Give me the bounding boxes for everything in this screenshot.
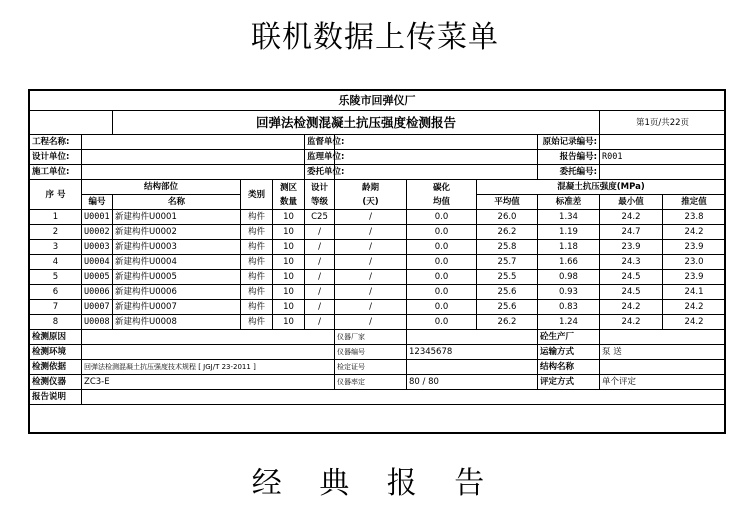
header-zones-line2: 数量	[279, 196, 297, 207]
info-label-1: 施工单位:	[30, 165, 82, 180]
footer-value-2: 80 / 80	[407, 375, 538, 390]
table-row	[30, 225, 726, 240]
header-std: 标准差	[538, 195, 600, 210]
cell-min: 24.3	[600, 255, 663, 270]
info-label-2: 监理单位:	[305, 150, 335, 165]
cell-name: 新建构件U0007	[113, 300, 241, 315]
cell-est: 24.2	[663, 300, 726, 315]
page-title: 联机数据上传菜单	[251, 20, 499, 55]
cell-zones: 10	[273, 225, 305, 240]
header-carbon	[407, 180, 477, 210]
footer-label-3: 结构名称	[538, 360, 600, 375]
cell-grade: /	[305, 270, 335, 285]
cell-grade: /	[305, 315, 335, 330]
footer-value-2	[407, 330, 538, 345]
cell-category: 构件	[241, 240, 273, 255]
header-grade-line1: 设计	[310, 182, 328, 193]
cell-seq: 7	[30, 300, 82, 315]
cell-avg: 25.6	[477, 285, 538, 300]
cell-name: 新建构件U0006	[113, 285, 241, 300]
cell-std: 0.83	[538, 300, 600, 315]
cell-std: 1.24	[538, 315, 600, 330]
cell-grade: /	[305, 285, 335, 300]
footer-value-1: 回弹法检测混凝土抗压强度技术规程 [ JGJ/T 23-2011 ]	[82, 360, 335, 375]
cell-min: 24.5	[600, 270, 663, 285]
cell-category: 构件	[241, 270, 273, 285]
footer-value-1	[82, 330, 335, 345]
table-row	[30, 270, 726, 285]
info-value-3: R001	[600, 150, 726, 165]
cell-grade: C25	[305, 210, 335, 225]
header-strength: 混凝土抗压强度(MPa)	[477, 180, 726, 195]
header-age-line1: 龄期	[361, 182, 379, 193]
cell-est: 24.2	[663, 315, 726, 330]
cell-min: 24.7	[600, 225, 663, 240]
cell-avg: 26.2	[477, 315, 538, 330]
info-value-3	[600, 135, 726, 150]
header-zones	[273, 180, 305, 210]
cell-avg: 26.0	[477, 210, 538, 225]
title-spacer	[30, 111, 113, 135]
company-name: 乐陵市回弹仪厂	[30, 91, 724, 111]
footer-label-1: 检测环境	[30, 345, 82, 360]
info-label-3: 委托编号:	[538, 165, 600, 180]
info-value-2	[335, 150, 538, 165]
cell-min: 23.9	[600, 240, 663, 255]
cell-code: U0007	[82, 300, 113, 315]
notes-value	[82, 390, 726, 405]
cell-grade: /	[305, 255, 335, 270]
cell-min: 24.2	[600, 300, 663, 315]
cell-category: 构件	[241, 285, 273, 300]
cell-avg: 26.2	[477, 225, 538, 240]
header-part: 结构部位	[82, 180, 241, 195]
cell-carbon: 0.0	[407, 315, 477, 330]
table-row	[30, 255, 726, 270]
cell-age: /	[335, 300, 407, 315]
cell-code: U0006	[82, 285, 113, 300]
cell-avg: 25.5	[477, 270, 538, 285]
info-value-1	[82, 135, 305, 150]
header-grade-line2: 等级	[310, 196, 328, 207]
cell-zones: 10	[273, 210, 305, 225]
info-value-2	[335, 135, 538, 150]
cell-est: 24.2	[663, 225, 726, 240]
cell-name: 新建构件U0008	[113, 315, 241, 330]
header-name: 名称	[113, 195, 241, 210]
cell-name: 新建构件U0005	[113, 270, 241, 285]
info-value-1	[82, 150, 305, 165]
footer-label-2: 仪器编号	[335, 345, 407, 360]
footer-value-3: 泵 送	[600, 345, 726, 360]
cell-carbon: 0.0	[407, 210, 477, 225]
cell-category: 构件	[241, 300, 273, 315]
cell-code: U0005	[82, 270, 113, 285]
footer-label-3: 评定方式	[538, 375, 600, 390]
header-grade	[305, 180, 335, 210]
cell-carbon: 0.0	[407, 255, 477, 270]
cell-code: U0008	[82, 315, 113, 330]
cell-std: 0.98	[538, 270, 600, 285]
cell-category: 构件	[241, 210, 273, 225]
cell-std: 1.18	[538, 240, 600, 255]
cell-category: 构件	[241, 255, 273, 270]
footer-title: 经 典 报 告	[251, 466, 499, 501]
cell-code: U0004	[82, 255, 113, 270]
footer-label-1: 检测原因	[30, 330, 82, 345]
table-row	[30, 300, 726, 315]
footer-label-3: 运输方式	[538, 345, 600, 360]
footer-label-2: 仪器率定	[335, 375, 407, 390]
table-row	[30, 240, 726, 255]
footer-value-3	[600, 330, 726, 345]
table-row	[30, 285, 726, 300]
cell-category: 构件	[241, 225, 273, 240]
cell-seq: 8	[30, 315, 82, 330]
cell-grade: /	[305, 225, 335, 240]
cell-seq: 1	[30, 210, 82, 225]
footer-value-3: 单个评定	[600, 375, 726, 390]
footer-value-1: ZC3-E	[82, 375, 335, 390]
cell-min: 24.5	[600, 285, 663, 300]
cell-zones: 10	[273, 315, 305, 330]
cell-carbon: 0.0	[407, 225, 477, 240]
footer-label-1: 检测依据	[30, 360, 82, 375]
header-zones-line1: 测区	[279, 182, 297, 193]
footer-label-2: 检定证号	[335, 360, 407, 375]
cell-age: /	[335, 210, 407, 225]
cell-carbon: 0.0	[407, 285, 477, 300]
info-label-1: 设计单位:	[30, 150, 82, 165]
notes-label: 报告说明	[30, 390, 82, 405]
cell-age: /	[335, 225, 407, 240]
cell-est: 23.9	[663, 270, 726, 285]
cell-zones: 10	[273, 240, 305, 255]
cell-code: U0002	[82, 225, 113, 240]
report-title: 回弹法检测混凝土抗压强度检测报告	[113, 111, 600, 135]
cell-zones: 10	[273, 300, 305, 315]
info-value-2	[335, 165, 538, 180]
cell-carbon: 0.0	[407, 240, 477, 255]
cell-category: 构件	[241, 315, 273, 330]
cell-std: 1.66	[538, 255, 600, 270]
header-carbon-line1: 碳化	[432, 182, 450, 193]
cell-code: U0003	[82, 240, 113, 255]
info-label-3: 报告编号:	[538, 150, 600, 165]
cell-seq: 4	[30, 255, 82, 270]
footer-value-1	[82, 345, 335, 360]
cell-min: 24.2	[600, 210, 663, 225]
cell-est: 23.9	[663, 240, 726, 255]
cell-seq: 3	[30, 240, 82, 255]
cell-age: /	[335, 270, 407, 285]
cell-std: 1.34	[538, 210, 600, 225]
cell-std: 1.19	[538, 225, 600, 240]
cell-name: 新建构件U0003	[113, 240, 241, 255]
header-seq: 序 号	[30, 180, 82, 210]
cell-carbon: 0.0	[407, 270, 477, 285]
header-est: 推定值	[663, 195, 726, 210]
cell-seq: 2	[30, 225, 82, 240]
cell-age: /	[335, 255, 407, 270]
cell-avg: 25.7	[477, 255, 538, 270]
footer-value-2	[407, 360, 538, 375]
cell-name: 新建构件U0004	[113, 255, 241, 270]
cell-name: 新建构件U0002	[113, 225, 241, 240]
cell-zones: 10	[273, 270, 305, 285]
cell-name: 新建构件U0001	[113, 210, 241, 225]
cell-age: /	[335, 285, 407, 300]
cell-est: 23.8	[663, 210, 726, 225]
info-value-3	[600, 165, 726, 180]
cell-zones: 10	[273, 285, 305, 300]
cell-seq: 6	[30, 285, 82, 300]
cell-std: 0.93	[538, 285, 600, 300]
info-value-1	[82, 165, 305, 180]
cell-min: 24.2	[600, 315, 663, 330]
header-age	[335, 180, 407, 210]
header-category: 类别	[241, 180, 273, 210]
info-label-2: 监督单位:	[305, 135, 335, 150]
header-code: 编号	[82, 195, 113, 210]
page-info: 第1页/共22页	[600, 111, 726, 135]
cell-grade: /	[305, 240, 335, 255]
cell-age: /	[335, 240, 407, 255]
cell-avg: 25.6	[477, 300, 538, 315]
table-row	[30, 315, 726, 330]
cell-age: /	[335, 315, 407, 330]
cell-grade: /	[305, 300, 335, 315]
report-sheet	[28, 89, 726, 434]
cell-seq: 5	[30, 270, 82, 285]
header-avg: 平均值	[477, 195, 538, 210]
report-table	[29, 110, 726, 405]
info-label-2: 委托单位:	[305, 165, 335, 180]
cell-carbon: 0.0	[407, 300, 477, 315]
cell-est: 23.0	[663, 255, 726, 270]
cell-avg: 25.8	[477, 240, 538, 255]
cell-zones: 10	[273, 255, 305, 270]
header-min: 最小值	[600, 195, 663, 210]
footer-value-2: 12345678	[407, 345, 538, 360]
info-label-1: 工程名称:	[30, 135, 82, 150]
header-carbon-line2: 均值	[432, 196, 450, 207]
footer-label-1: 检测仪器	[30, 375, 82, 390]
table-row	[30, 210, 726, 225]
footer-label-3: 砼生产厂	[538, 330, 600, 345]
cell-est: 24.1	[663, 285, 726, 300]
header-age-line2: (天)	[362, 196, 379, 207]
cell-code: U0001	[82, 210, 113, 225]
footer-value-3	[600, 360, 726, 375]
footer-label-2: 仪器厂家	[335, 330, 407, 345]
info-label-3: 原始记录编号:	[538, 135, 600, 150]
